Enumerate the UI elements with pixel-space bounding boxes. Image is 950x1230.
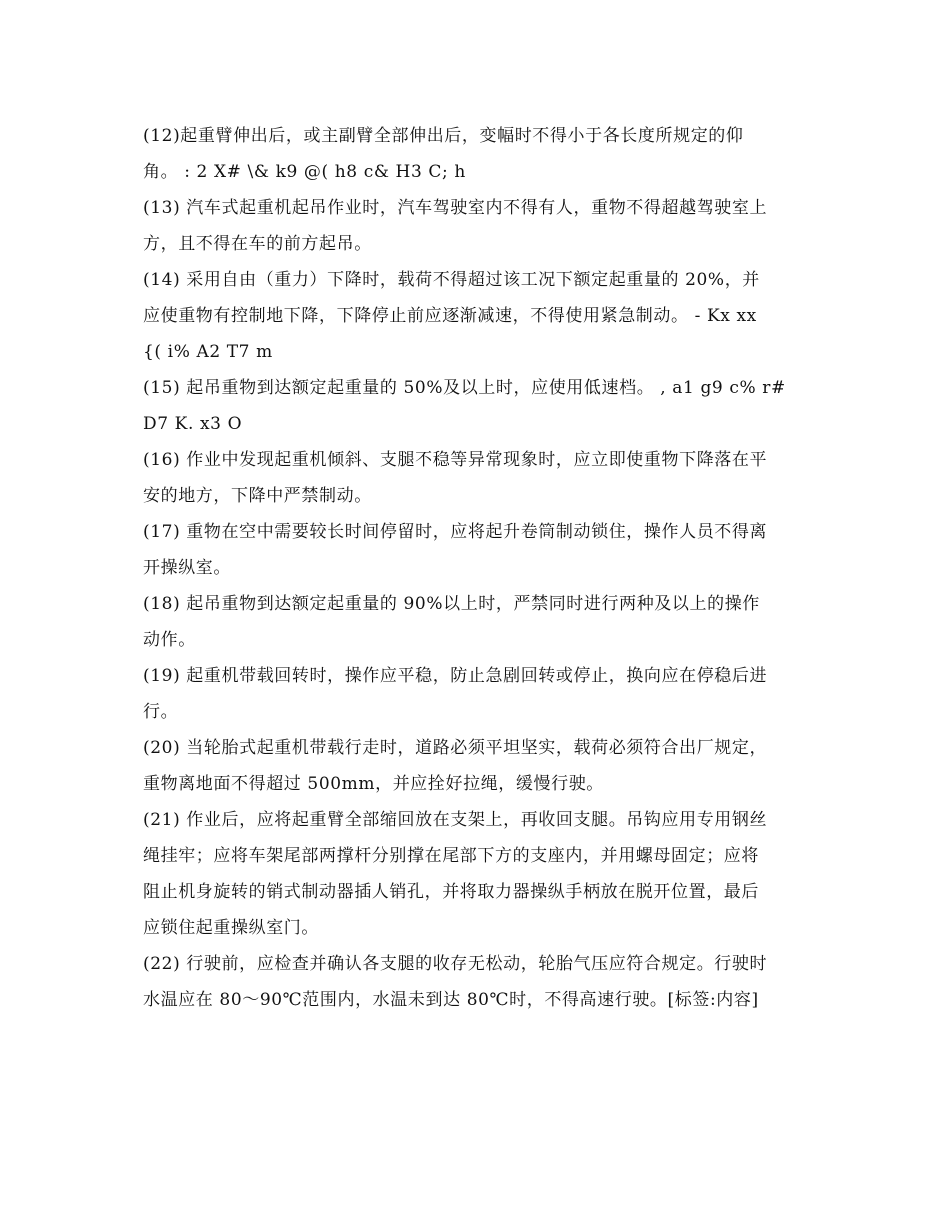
text-line: (18) 起吊重物到达额定起重量的 90%以上时，严禁同时进行两种及以上的操作	[143, 594, 760, 614]
text-line: 方，且不得在车的前方起吊。	[143, 234, 372, 254]
paragraph-17	[143, 514, 808, 586]
text-line: 行。	[143, 702, 179, 722]
text-line: (21) 作业后，应将起重臂全部缩回放在支架上，再收回支腿。吊钩应用专用钢丝	[143, 810, 768, 830]
text-line: 应锁住起重操纵室门。	[143, 918, 319, 938]
text-line: 应使重物有控制地下降，下降停止前应逐渐减速，不得使用紧急制动。 - Kx xx	[143, 306, 757, 326]
text-line: 安的地方，下降中严禁制动。	[143, 486, 372, 506]
paragraph-20	[143, 730, 808, 802]
paragraph-14	[143, 262, 808, 370]
text-line: (17) 重物在空中需要较长时间停留时，应将起升卷筒制动锁住，操作人员不得离	[143, 522, 768, 542]
text-line: 角。 : 2 X# \& k9 @( h8 c& H3 C; h	[143, 162, 466, 182]
paragraph-16	[143, 442, 808, 514]
text-line: (19) 起重机带载回转时，操作应平稳，防止急剧回转或停止，换向应在停稳后进	[143, 666, 768, 686]
text-line: (12)起重臂伸出后，或主副臂全部伸出后，变幅时不得小于各长度所规定的仰	[143, 126, 744, 146]
text-line: 水温应在 80～90℃范围内，水温未到达 80℃时，不得高速行驶。[标签:内容]	[143, 990, 759, 1010]
paragraph-18	[143, 586, 808, 658]
text-line: 阻止机身旋转的销式制动器插人销孔，并将取力器操纵手柄放在脱开位置，最后	[143, 882, 759, 902]
paragraph-15	[143, 370, 808, 442]
text-line: (20) 当轮胎式起重机带载行走时，道路必须平坦坚实，载荷必须符合出厂规定，	[143, 738, 768, 758]
text-line: D7 K. x3 O	[143, 414, 243, 434]
text-line: (16) 作业中发现起重机倾斜、支腿不稳等异常现象时，应立即使重物下降落在平	[143, 450, 768, 470]
text-line: (22) 行驶前，应检查并确认各支腿的收存无松动，轮胎气压应符合规定。行驶时	[143, 954, 768, 974]
paragraph-21	[143, 802, 808, 946]
text-line: (15) 起吊重物到达额定起重量的 50%及以上时，应使用低速档。 , a1 g9 c% r#	[143, 378, 786, 398]
text-line: (13) 汽车式起重机起吊作业时，汽车驾驶室内不得有人，重物不得超越驾驶室上	[143, 198, 768, 218]
text-line: 重物离地面不得超过 500mm，并应拴好拉绳，缓慢行驶。	[143, 774, 604, 794]
document-body	[143, 118, 808, 1018]
paragraph-13	[143, 190, 808, 262]
text-line: {( i% A2 T7 m	[143, 342, 273, 362]
paragraph-19	[143, 658, 808, 730]
paragraph-22	[143, 946, 808, 1018]
text-line: 绳挂牢；应将车架尾部两撑杆分别撑在尾部下方的支座内，并用螺母固定；应将	[143, 846, 759, 866]
text-line: 开操纵室。	[143, 558, 231, 578]
text-line: 动作。	[143, 630, 196, 650]
paragraph-12	[143, 118, 808, 190]
text-line: (14) 采用自由（重力）下降时，载荷不得超过该工况下额定起重量的 20%，并	[143, 270, 760, 290]
